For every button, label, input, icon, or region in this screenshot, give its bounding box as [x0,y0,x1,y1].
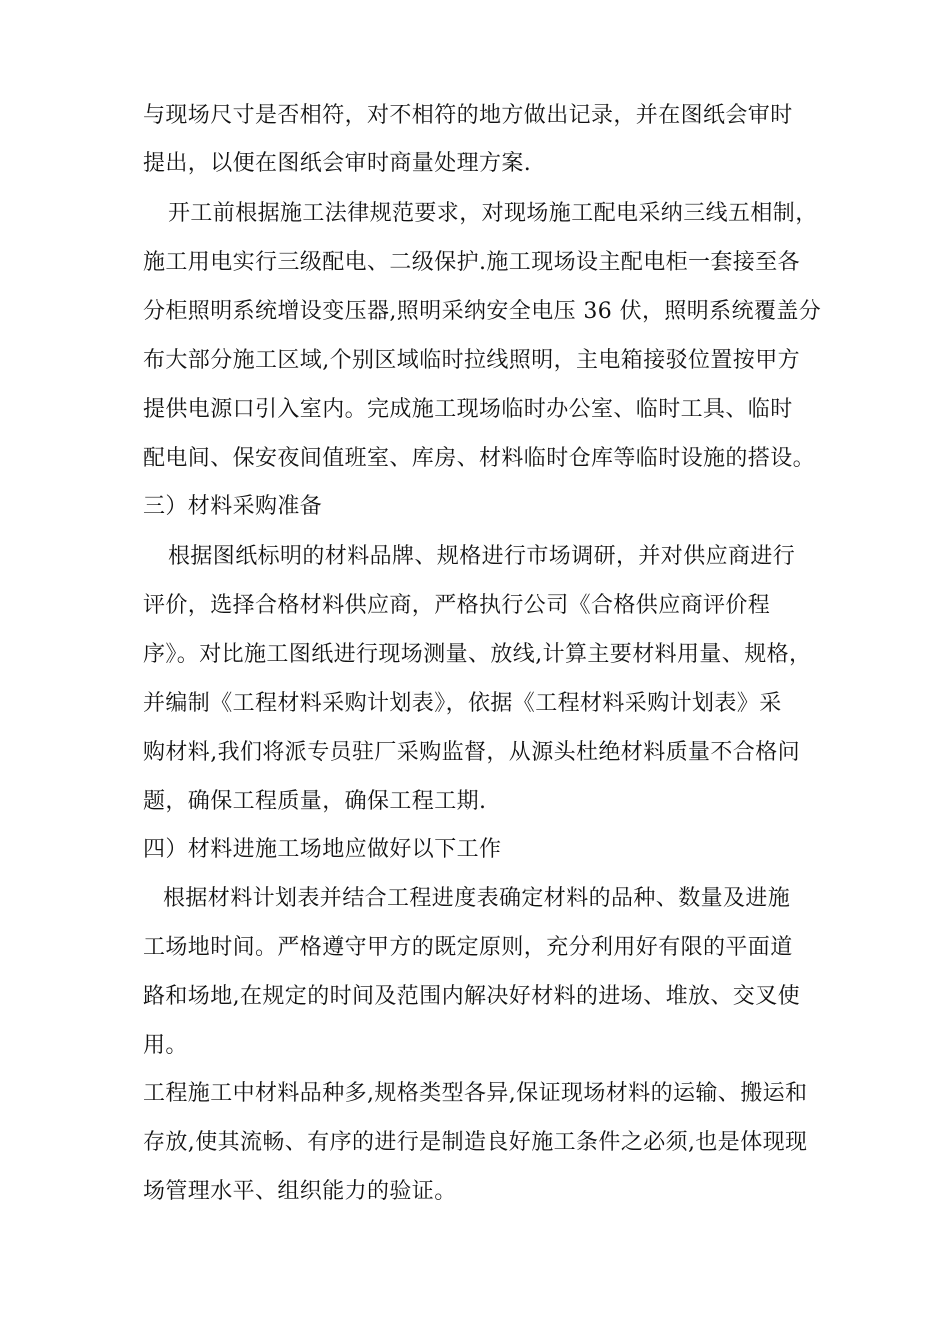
paragraph-line: 并编制《工程材料采购计划表》，依据《工程材料采购计划表》采 [143,691,782,716]
paragraph-line: 购材料,我们将派专员驻厂采购监督，从源头杜绝材料质量不合格问 [143,740,800,765]
paragraph-line: 开工前根据施工法律规范要求，对现场施工配电采纳三线五相制， [168,201,818,226]
paragraph-line: 序》。对比施工图纸进行现场测量、放线,计算主要材料用量、规格， [143,642,812,667]
paragraph-line: 存放,使其流畅、有序的进行是制造良好施工条件之必须,也是体现现 [143,1130,808,1155]
paragraph-line: 评价，选择合格材料供应商，严格执行公司《合格供应商评价程 [143,593,771,618]
paragraph-line: 用。 [143,1033,188,1058]
paragraph-line: 根据材料计划表并结合工程进度表确定材料的品种、数量及进施 [163,886,791,911]
paragraph-line: 路和场地,在规定的时间及范围内解决好材料的进场、堆放、交叉使 [143,984,800,1009]
paragraph-line: 根据图纸标明的材料品牌、规格进行市场调研，并对供应商进行 [168,544,796,569]
paragraph-line: 提出，以便在图纸会审时商量处理方案. [143,151,532,176]
paragraph-line: 与现场尺寸是否相符，对不相符的地方做出记录，并在图纸会审时 [143,103,793,128]
paragraph-line: 工场地时间。严格遵守甲方的既定原则，充分利用好有限的平面道 [143,935,793,960]
section-heading: 四）材料进施工场地应做好以下工作 [143,837,502,862]
paragraph-line: 布大部分施工区域,个别区域临时拉线照明，主电箱接驳位置按甲方 [143,348,800,373]
paragraph-line: 分柜照明系统增设变压器,照明采纳安全电压 36 伏，照明系统覆盖分 [143,299,822,324]
paragraph-line: 施工用电实行三级配电、二级保护.施工现场设主配电柜一套接至各 [143,250,800,275]
paragraph-line: 题，确保工程质量，确保工程工期. [143,789,487,814]
paragraph-line: 工程施工中材料品种多,规格类型各异,保证现场材料的运输、搬运和 [143,1081,808,1106]
paragraph-line: 场管理水平、组织能力的验证。 [143,1179,457,1204]
paragraph-line: 配电间、保安夜间值班室、库房、材料临时仓库等临时设施的搭设。 [143,446,816,471]
paragraph-line: 提供电源口引入室内。完成施工现场临时办公室、临时工具、临时 [143,397,793,422]
section-heading: 三）材料采购准备 [143,494,323,519]
